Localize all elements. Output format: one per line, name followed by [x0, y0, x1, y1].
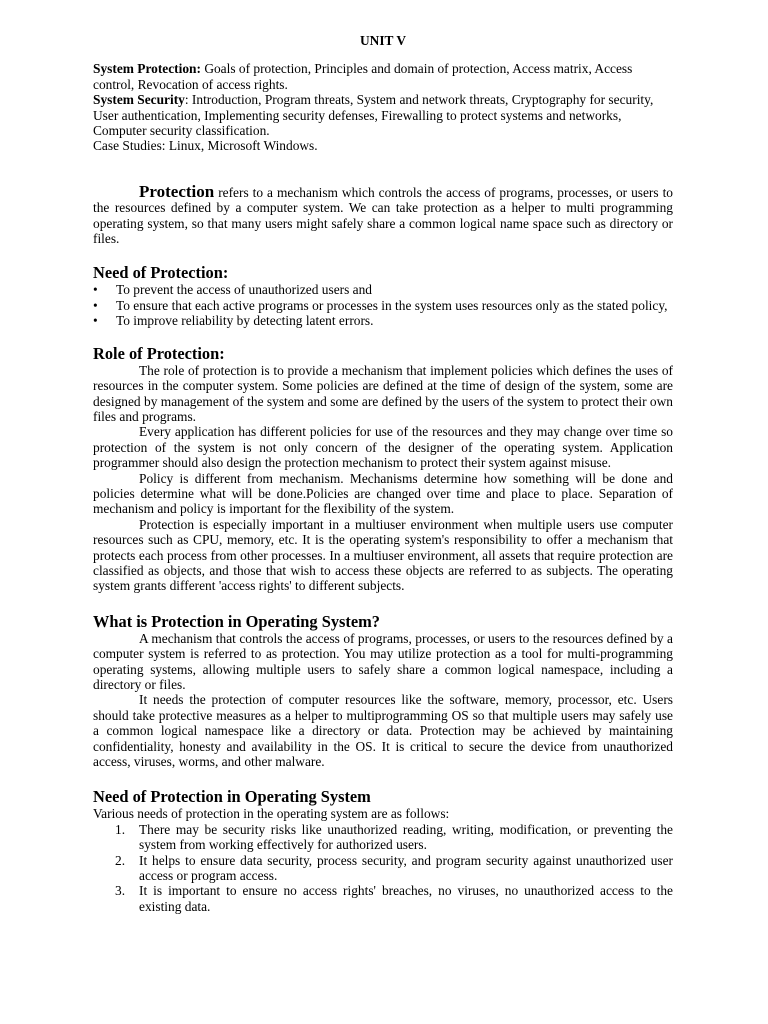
- what-paragraph: It needs the protection of computer resources like the software, memory, processor, etc. Users should take protective measures as a helper to multiprogramming OS so that multiple users may safely use a common logical namespace like a directory or data. Protection may be achieved by maintaining confidentiality, honesty and availability in the OS. It is critical to secure the device from unauthorized access, viruses, worms, and other malware.: [93, 692, 673, 770]
- list-item: [93, 298, 673, 313]
- needos-list: [93, 822, 673, 914]
- list-item-text: To improve reliability by detecting latent errors.: [116, 313, 374, 329]
- list-number: 1.: [115, 821, 126, 837]
- syllabus-security: [93, 92, 673, 138]
- what-heading: What is Protection in Operating System?: [93, 611, 380, 631]
- security-label: System Security: [93, 92, 185, 108]
- list-item: [93, 822, 673, 853]
- list-item-text: There may be security risks like unauthorized reading, writing, modification, or preventing the system from working effectively for authorized users.: [139, 821, 673, 853]
- needos-intro: Various needs of protection in the operating system are as follows:: [93, 806, 450, 822]
- bullet-icon: •: [93, 282, 98, 298]
- role-paragraph: Protection is especially important in a multiuser environment when multiple users use computer resources such as CPU, memory, etc. It is the operating system's responsibility to offer a mechanism that protects each process from other processes. In a multiuser environment, all assets that require protection are classified as objects, and those that wish to access these objects are referred to as subjects. The operating system grants different 'access rights' to different subjects.: [93, 516, 673, 594]
- list-item: [93, 282, 673, 297]
- case-studies: Case Studies: Linux, Microsoft Windows.: [93, 138, 318, 154]
- syllabus-protection: [93, 61, 673, 92]
- bullet-icon: •: [93, 297, 98, 313]
- role-heading: Role of Protection:: [93, 343, 225, 363]
- need-heading: Need of Protection:: [93, 263, 229, 283]
- list-item: [93, 883, 673, 914]
- list-item: [93, 853, 673, 884]
- syllabus-block: [93, 61, 673, 153]
- list-item: [93, 313, 673, 328]
- list-item-text: It is important to ensure no access rights' breaches, no viruses, no unauthorized access to the existing data.: [139, 883, 673, 914]
- need-list: [93, 282, 673, 328]
- list-item-text: It helps to ensure data security, process security, and program security against unauthorized user access or program access.: [139, 852, 673, 884]
- role-paragraph: Every application has different policies for use of the resources and they may change over time so protection of the system is not only concern of the designer of the operating system. Application programmer should also design the protection mechanism to protect their system against misuse.: [93, 424, 673, 471]
- list-item-text: To prevent the access of unauthorized users and: [116, 282, 372, 298]
- list-number: 3.: [115, 883, 126, 899]
- intro-lead: Protection: [139, 181, 215, 201]
- document-body: [93, 33, 673, 914]
- what-paragraph: A mechanism that controls the access of programs, processes, or users to the resources defined by a computer system is referred to as protection. You may utilize protection as a tool for multi-programming operating systems, allowing multiple users to safely share a common logical namespace, including a directory or files.: [93, 630, 673, 692]
- intro-text: refers to a mechanism which controls the access of programs, processes, or users to the resources defined by a computer system. We can take protection as a helper to multi programming operating system, so that many users might safely share a common logical name space such as directory or files.: [93, 184, 673, 247]
- bullet-icon: •: [93, 313, 98, 329]
- role-paragraph: Policy is different from mechanism. Mechanisms determine how something will be done and policies determine what will be done.Policies are changed over time and place to place. Separation of mechanism and policy is important for the flexibility of the system.: [93, 470, 673, 517]
- list-item-text: To ensure that each active programs or processes in the system uses resources only as the stated policy,: [116, 297, 668, 313]
- security-topics: : Introduction, Program threats, System and network threats, Cryptography for security, User authentication, Implementing security defenses, Firewalling to protect systems and networks, Computer security classification.: [93, 92, 654, 139]
- protection-topics: Goals of protection, Principles and domain of protection, Access matrix, Access control, Revocation of access rights.: [93, 61, 633, 92]
- unit-title: UNIT V: [359, 33, 407, 48]
- intro-paragraph: [93, 181, 673, 247]
- role-paragraph: The role of protection is to provide a mechanism that implement policies which defines the uses of resources in the computer system. Some policies are defined at the time of design of the system, some are designed by management of the system and some are defined by the users of the system to protect their own files and programs.: [93, 362, 673, 424]
- needos-heading: Need of Protection in Operating System: [93, 787, 371, 807]
- protection-label: System Protection:: [93, 61, 201, 77]
- list-number: 2.: [115, 852, 126, 868]
